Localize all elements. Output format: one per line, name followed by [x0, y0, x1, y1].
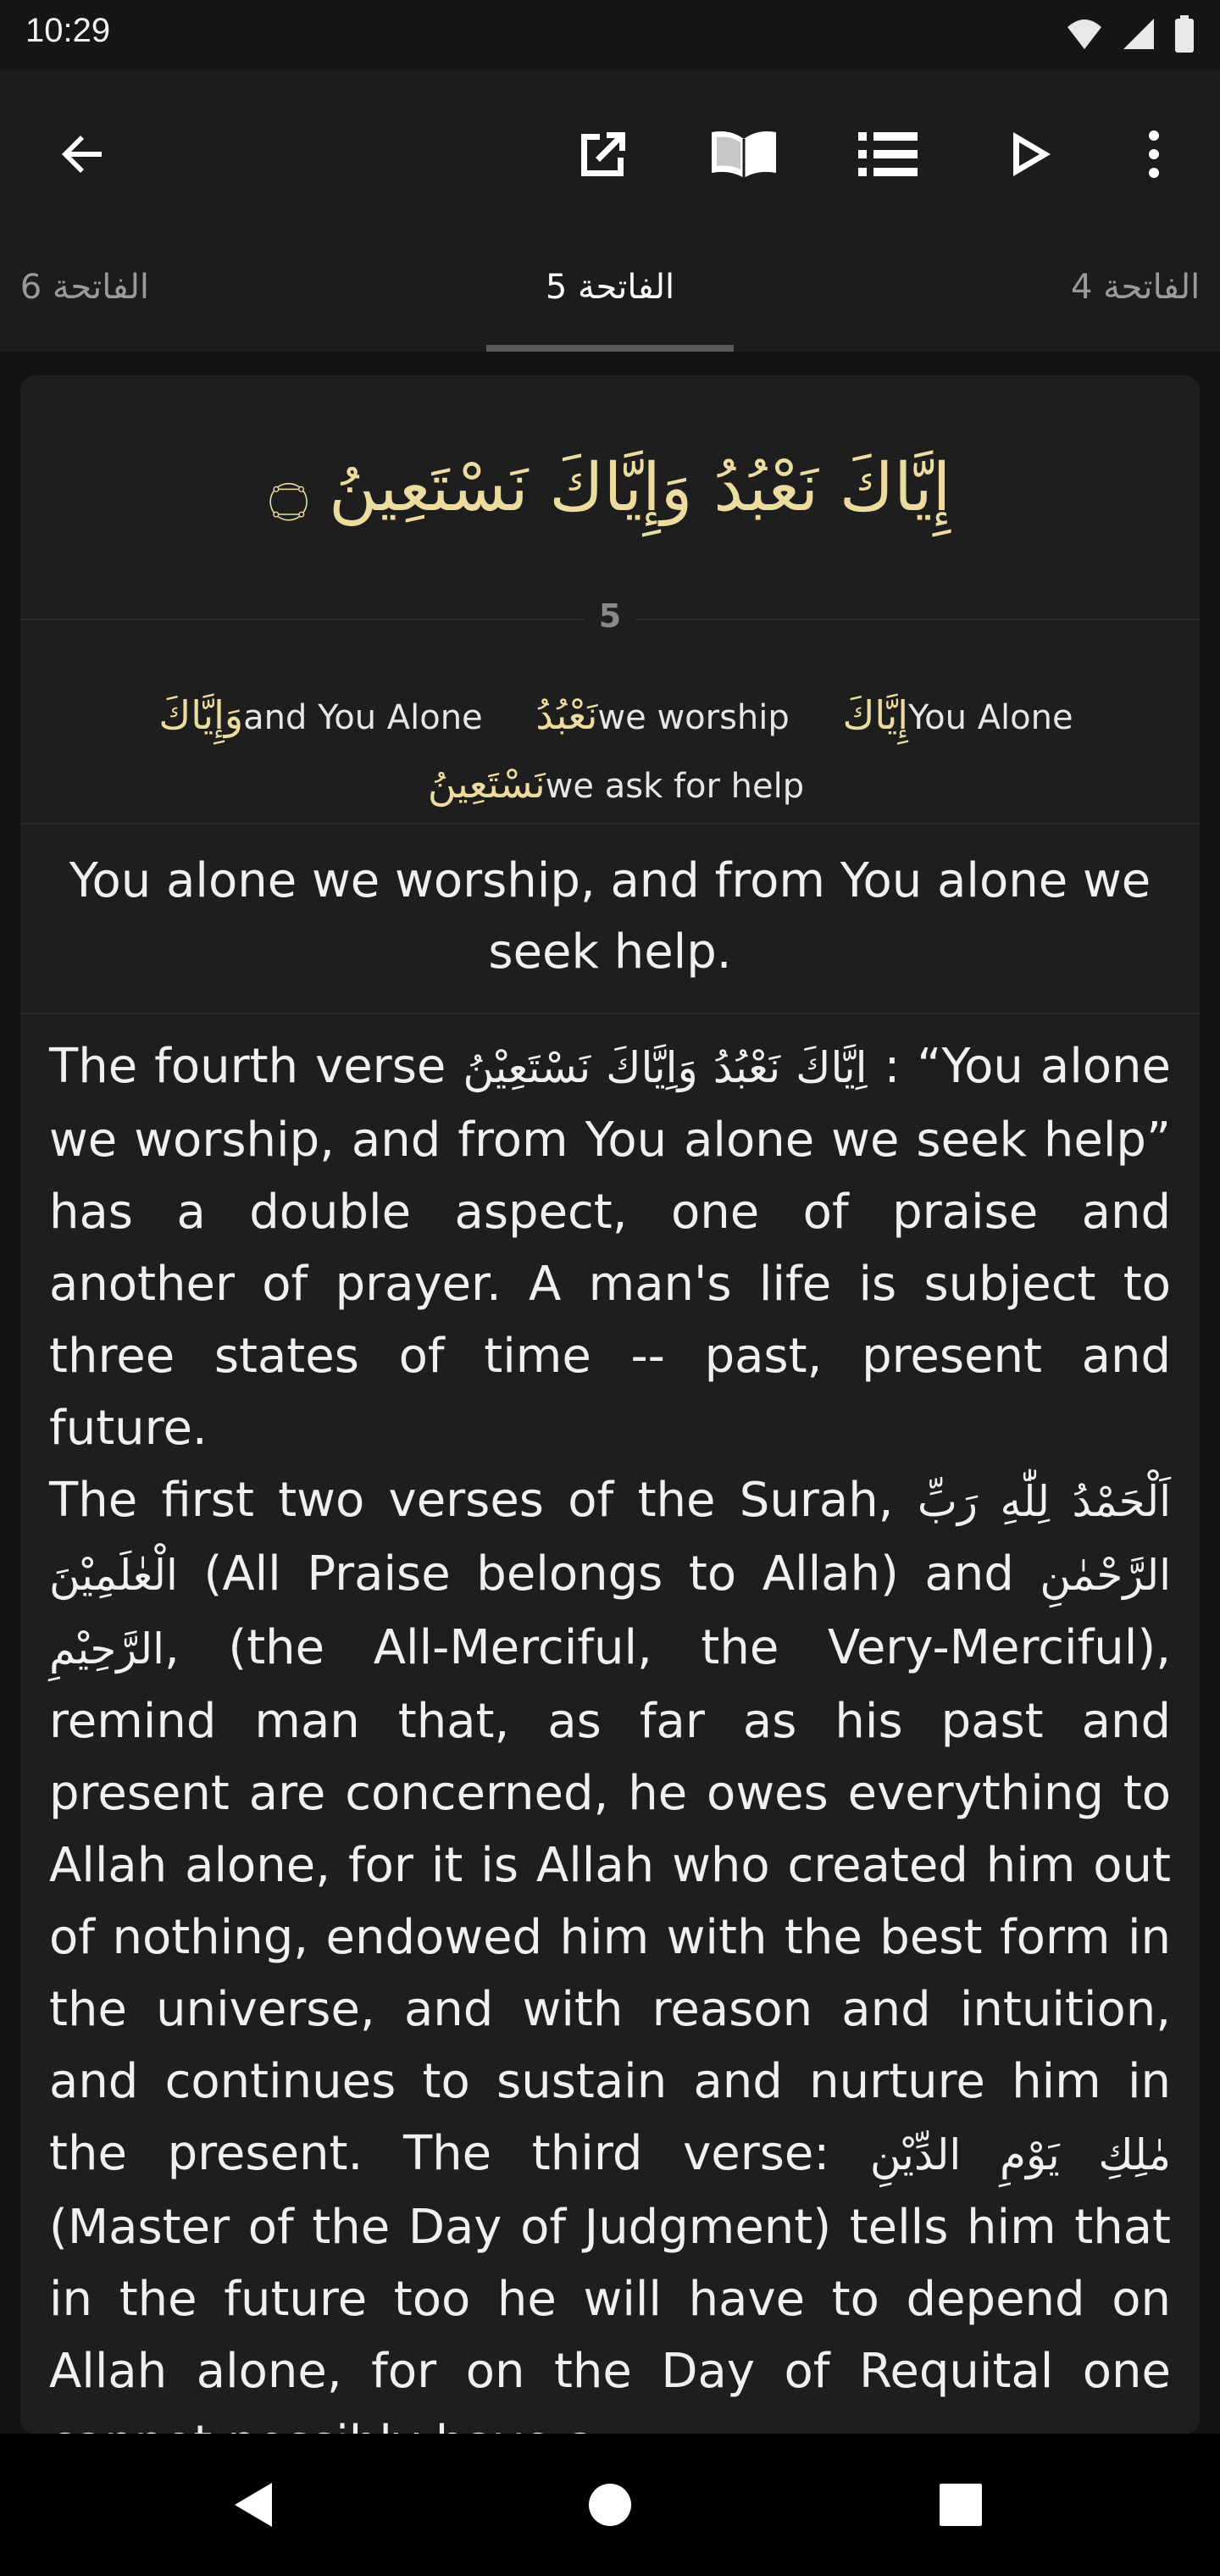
tafsir-paragraph: The first two verses of the Surah, اَلْحَمْدُ لِلّٰهِ رَبِّ الْعٰلَمِيْنَ (All Praise belongs to Allah) and الرَّحْمٰنِ الرَّحِيْمِ, (the All-Merciful, the Very-Merciful), remind man that, as far as his past and present are concerned, he owes everything to Allah alone, for it is Allah who created him out of nothing, endowed him with the best form in the universe, and with reason and intuition, and continues to sustain and nurture him in the present. The third verse: مٰلِكِ يَوْمِ الدِّيْنِ (Master of the Day of Judgment) tells him that in the future too he will have to depend on Allah alone, for on the Day of Requital one	[49, 1473, 1172, 2399]
word-meaning: You Alone	[908, 698, 1073, 737]
word-item[interactable]	[416, 751, 804, 819]
nav-back-button[interactable]	[212, 2462, 297, 2547]
word-by-word	[49, 682, 1171, 819]
tab-verse-4[interactable]: الفاتحة 4	[1071, 268, 1201, 307]
word-meaning: we ask for help	[545, 767, 805, 806]
more-vert-icon	[1145, 129, 1162, 180]
verse-arabic: إِيَّاكَ نَعْبُدُ وَإِيَّاكَ نَسْتَعِينُ ۝	[269, 450, 951, 526]
mushaf-button[interactable]	[702, 112, 786, 197]
tab-indicator	[486, 345, 734, 352]
list-icon	[858, 129, 918, 180]
verse-number: 5	[585, 597, 635, 640]
app-bar	[0, 71, 1220, 237]
divider	[20, 823, 1200, 824]
battery-icon	[1174, 15, 1195, 53]
tafsir-paragraph: The fourth verse اِيَّاكَ نَعْبُدُ وَاِيَّاكَ نَسْتَعِيْنُ : “You alone we worship, and from You alone we seek help” has a double aspect, one of praise and another of prayer. A man's life is subject to three states of time -- past, present and future.	[49, 1039, 1171, 1456]
tafsir-text	[49, 1030, 1171, 2479]
word-item[interactable]	[831, 682, 1073, 751]
verse-card	[20, 375, 1200, 2434]
verse-translation: You alone we worship, and from You alone we seek help.	[69, 853, 1151, 980]
nav-recents-icon	[939, 2483, 983, 2527]
open-book-icon	[708, 125, 779, 183]
status-bar	[0, 0, 1220, 71]
word-meaning: and You Alone	[243, 698, 483, 737]
play-button[interactable]	[988, 112, 1073, 197]
play-icon	[1005, 129, 1056, 180]
word-arabic: إِيَّاكَ	[842, 692, 909, 738]
word-arabic: نَعْبُدُ	[535, 692, 598, 738]
nav-back-icon	[233, 2481, 275, 2529]
tab-verse-6[interactable]: الفاتحة 6	[19, 268, 149, 307]
tab-verse-5[interactable]: الفاتحة 5	[545, 268, 675, 307]
system-nav-bar	[0, 2434, 1220, 2576]
status-time: 10:29	[25, 12, 111, 49]
share-icon	[574, 125, 632, 183]
signal-icon	[1122, 17, 1156, 51]
status-icons	[1066, 15, 1195, 53]
word-item[interactable]	[147, 682, 482, 751]
back-arrow-icon	[58, 129, 108, 180]
word-arabic: نَسْتَعِينُ	[427, 761, 546, 807]
more-button[interactable]	[1112, 112, 1196, 197]
nav-recents-button[interactable]	[918, 2462, 1003, 2547]
share-button[interactable]	[561, 112, 646, 197]
verse-list-button[interactable]	[846, 112, 930, 197]
word-arabic: وَإِيَّاكَ	[158, 692, 244, 738]
nav-home-button[interactable]	[568, 2462, 652, 2547]
back-button[interactable]	[41, 112, 125, 197]
wifi-icon	[1066, 17, 1103, 51]
nav-home-icon	[588, 2483, 632, 2527]
word-item[interactable]	[524, 682, 789, 751]
divider	[20, 1013, 1200, 1014]
word-meaning: we worship	[597, 698, 790, 737]
verse-tabs	[0, 237, 1220, 352]
